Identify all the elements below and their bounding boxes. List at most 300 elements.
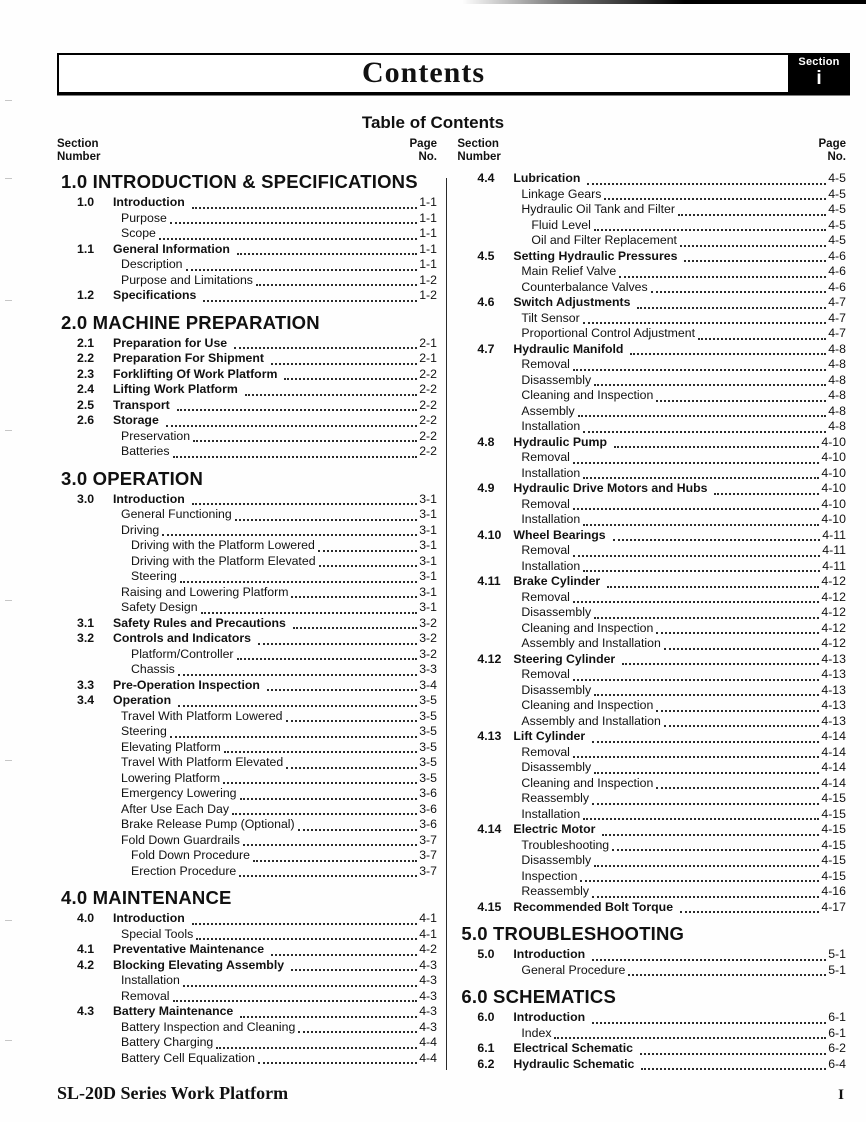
entry-label: Purpose and Limitations — [121, 272, 253, 287]
entry-label: Introduction — [113, 491, 185, 506]
entry-number: 4.15 — [477, 899, 502, 914]
entry-number: 4.10 — [477, 527, 502, 542]
entry-page-number: 4-8 — [828, 372, 846, 387]
toc-right-column — [457, 138, 846, 1072]
entry-page-number: 4-2 — [419, 942, 437, 956]
entry-label: Counterbalance Valves — [521, 279, 648, 294]
dot-leader — [192, 503, 418, 505]
dot-leader — [680, 245, 826, 247]
entry-page-number: 4-4 — [419, 1035, 437, 1049]
entry-label: Scope — [121, 226, 156, 240]
dot-leader — [680, 911, 819, 913]
toc-entry — [57, 989, 437, 1005]
dot-leader — [298, 1031, 417, 1033]
dot-leader — [177, 409, 418, 411]
dot-leader — [178, 674, 417, 676]
dot-leader — [594, 384, 826, 386]
entry-label: Main Relief Valve — [521, 264, 617, 278]
entry-page-number: 3-1 — [419, 584, 437, 599]
entry-page-number: 4-8 — [828, 357, 846, 371]
dot-leader — [656, 632, 819, 634]
dot-leader — [223, 782, 417, 784]
entry-page-number: 4-15 — [821, 837, 846, 852]
entry-number: 4.3 — [77, 1004, 95, 1018]
toc-entry — [457, 1026, 846, 1042]
entry-label: Safety Rules and Precautions — [113, 615, 286, 630]
scan-edge-mark — [5, 300, 12, 301]
entry-label: Introduction — [113, 911, 185, 925]
entry-page-number: 4-3 — [419, 988, 437, 1003]
entry-label: Steering — [131, 569, 177, 583]
entry-label: Assembly and Installation — [521, 636, 661, 650]
entry-label: Travel With Platform Lowered — [121, 708, 283, 723]
toc-entry — [457, 776, 846, 792]
dot-leader — [583, 431, 826, 433]
entry-label: Cleaning and Inspection — [521, 775, 654, 790]
entry-page-number: 4-6 — [828, 264, 846, 278]
dot-leader — [594, 772, 819, 774]
toc-entry — [57, 802, 437, 818]
entry-page-number: 4-8 — [828, 388, 846, 402]
toc-entry — [57, 942, 437, 958]
entry-page-number: 4-15 — [821, 822, 846, 836]
toc-entry — [457, 807, 846, 823]
section-tab — [788, 53, 850, 94]
section-heading: 4.0 MAINTENANCE — [61, 887, 232, 908]
entry-page-number: 4-4 — [419, 1050, 437, 1065]
dot-leader — [224, 751, 417, 753]
dot-leader — [240, 798, 418, 800]
entry-label: Reassembly — [521, 791, 590, 805]
scan-edge-mark — [5, 600, 12, 601]
dot-leader — [573, 601, 819, 603]
entry-page-number: 1-2 — [419, 288, 437, 302]
entry-label: Pre-Operation Inspection — [113, 677, 260, 692]
dot-leader — [602, 834, 819, 836]
dot-leader — [234, 347, 417, 349]
toc-entry — [57, 771, 437, 787]
entry-label: Erection Procedure — [131, 863, 237, 878]
dot-leader — [183, 985, 417, 987]
entry-label: Driving with the Platform Elevated — [131, 553, 316, 568]
toc-entry — [57, 398, 437, 414]
entry-label: Removal — [521, 667, 570, 681]
dot-leader — [656, 400, 826, 402]
dot-leader — [291, 969, 417, 971]
toc-entry — [57, 740, 437, 756]
toc-entry — [457, 884, 846, 900]
toc-entry — [457, 450, 846, 466]
dot-leader — [166, 425, 417, 427]
dot-leader — [628, 974, 826, 976]
toc-entry — [457, 280, 846, 296]
entry-label: Assembly — [521, 403, 575, 418]
entry-page-number: 4-14 — [821, 729, 846, 743]
entry-label: Electric Motor — [513, 822, 596, 836]
toc-entry — [457, 419, 846, 435]
toc-entry — [57, 336, 437, 352]
entry-number: 4.2 — [77, 957, 95, 972]
dot-leader — [641, 1068, 826, 1070]
entry-label: Purpose — [121, 210, 167, 225]
entry-page-number: 4-13 — [821, 651, 846, 666]
dot-leader — [583, 570, 820, 572]
entry-page-number: 3-6 — [419, 786, 437, 800]
entry-number: 4.11 — [477, 574, 501, 588]
toc-entry — [57, 554, 437, 570]
dot-leader — [592, 1022, 826, 1024]
entry-label: Battery Maintenance — [113, 1004, 234, 1018]
dot-leader — [714, 493, 819, 495]
entry-page-number: 2-1 — [419, 351, 437, 365]
toc-entry — [457, 1057, 846, 1073]
entry-page-number: 2-2 — [419, 382, 437, 396]
entry-label: General Functioning — [121, 507, 232, 521]
dot-leader — [630, 353, 826, 355]
toc-entry — [457, 466, 846, 482]
dot-leader — [622, 663, 819, 665]
dot-leader — [232, 813, 417, 815]
entry-number: 4.7 — [477, 341, 495, 356]
toc-entry — [457, 745, 846, 761]
toc-entry — [457, 791, 846, 807]
dot-leader — [170, 736, 417, 738]
entry-page-number: 3-5 — [419, 724, 437, 738]
toc-entry — [57, 958, 437, 974]
toc-entry — [57, 662, 437, 678]
dot-leader — [258, 1062, 417, 1064]
toc-entry — [457, 853, 846, 869]
entry-page-number: 4-14 — [821, 744, 846, 759]
dot-leader — [159, 238, 417, 240]
entry-number: 5.0 — [477, 947, 495, 961]
entry-label: General Information — [113, 241, 230, 256]
entry-label: Installation — [521, 558, 581, 573]
entry-number: 2.6 — [77, 413, 95, 427]
entry-label: Removal — [521, 357, 570, 371]
page-footer — [57, 1083, 844, 1104]
dot-leader — [319, 565, 418, 567]
entry-number: 1.1 — [77, 241, 95, 256]
entry-label: Platform/Controller — [131, 646, 234, 661]
entry-page-number: 4-11 — [822, 527, 846, 542]
entry-page-number: 3-7 — [419, 863, 437, 878]
dot-leader — [173, 456, 418, 458]
toc-entry — [57, 911, 437, 927]
entry-number: 4.9 — [477, 481, 495, 495]
dot-leader — [271, 954, 417, 956]
entry-page-number: 2-2 — [419, 428, 437, 443]
dot-leader — [573, 462, 819, 464]
dot-leader — [216, 1047, 417, 1049]
entry-label: Batteries — [121, 444, 170, 458]
entry-label: Fold Down Guardrails — [121, 832, 240, 847]
entry-number: 4.1 — [77, 942, 95, 956]
dot-leader — [656, 710, 819, 712]
entry-page-number: 4-11 — [822, 558, 846, 573]
dot-leader — [573, 369, 826, 371]
entry-page-number: 1-1 — [419, 210, 437, 225]
entry-page-number: 3-5 — [419, 739, 437, 754]
entry-number: 4.14 — [477, 822, 502, 836]
toc-entry — [57, 693, 437, 709]
scan-edge-mark — [5, 1040, 12, 1041]
entry-label: General Procedure — [521, 962, 626, 977]
entry-page-number: 2-2 — [419, 397, 437, 412]
toc-entry — [57, 755, 437, 771]
entry-page-number: 4-3 — [419, 973, 437, 987]
entry-page-number: 3-1 — [419, 507, 437, 521]
entry-label: Driving — [121, 522, 160, 537]
entry-label: Specifications — [113, 288, 197, 302]
dot-leader — [592, 959, 826, 961]
entry-number: 3.2 — [77, 631, 95, 645]
footer-model-name: SL-20D Series Work Platform — [57, 1083, 289, 1103]
entry-page-number: 4-5 — [828, 171, 846, 185]
entry-page-number: 4-10 — [821, 512, 846, 526]
section-heading: 2.0 MACHINE PREPARATION — [61, 311, 320, 333]
entry-label: Battery Charging — [121, 1035, 214, 1049]
entry-page-number: 4-17 — [821, 899, 846, 914]
entry-number: 6.2 — [477, 1056, 495, 1071]
section-heading: 5.0 TROUBLESHOOTING — [461, 923, 685, 944]
entry-page-number: 6-4 — [828, 1056, 846, 1071]
entry-label: Wheel Bearings — [513, 527, 606, 542]
entry-label: Introduction — [113, 195, 185, 209]
entry-page-number: 3-2 — [419, 646, 437, 661]
entry-number: 4.6 — [477, 295, 495, 309]
dot-leader — [664, 648, 820, 650]
entry-number: 4.4 — [477, 171, 495, 185]
toc-entry — [457, 714, 846, 730]
toc-entry — [57, 382, 437, 398]
dot-leader — [573, 756, 819, 758]
dot-leader — [235, 519, 417, 521]
entry-number: 1.2 — [77, 288, 95, 302]
entry-page-number: 1-1 — [419, 226, 437, 240]
entry-label: Disassembly — [521, 760, 592, 774]
entry-label: Removal — [121, 988, 170, 1003]
toc-entry — [57, 507, 437, 523]
entry-label: Hydraulic Drive Motors and Hubs — [513, 481, 708, 495]
entry-label: Preparation For Shipment — [113, 351, 264, 365]
entry-page-number: 4-10 — [821, 481, 846, 495]
toc-left-column — [57, 138, 437, 1072]
entry-page-number: 6-1 — [828, 1025, 846, 1040]
dot-leader — [286, 720, 418, 722]
entry-page-number: 5-1 — [828, 962, 846, 977]
entry-label: Lubrication — [513, 171, 581, 185]
section-tab-label: Section — [798, 56, 840, 68]
entry-page-number: 2-2 — [419, 444, 437, 458]
entry-page-number: 3-3 — [419, 662, 437, 676]
toc-entry — [57, 1004, 437, 1020]
dot-leader — [656, 787, 819, 789]
entry-page-number: 3-7 — [419, 848, 437, 862]
entry-label: Introduction — [513, 1010, 586, 1024]
dot-leader — [684, 260, 826, 262]
entry-number: 2.3 — [77, 366, 95, 381]
toc-entry — [457, 822, 846, 838]
entry-page-number: 2-1 — [419, 335, 437, 350]
dot-leader — [240, 1016, 417, 1018]
entry-label: Reassembly — [521, 884, 590, 898]
entry-page-number: 4-10 — [821, 496, 846, 511]
toc-entry — [57, 413, 437, 429]
entry-number: 6.1 — [477, 1041, 495, 1055]
dot-leader — [664, 725, 820, 727]
toc-entry — [57, 600, 437, 616]
entry-label: Raising and Lowering Platform — [121, 584, 289, 599]
entry-label: Installation — [121, 973, 180, 987]
entry-page-number: 5-1 — [828, 947, 846, 961]
toc-entry — [457, 698, 846, 714]
dot-leader — [594, 229, 826, 231]
toc-entry — [57, 786, 437, 802]
dot-leader — [554, 1037, 826, 1039]
toc-entry — [457, 404, 846, 420]
entry-label: Disassembly — [521, 682, 592, 697]
entry-page-number: 2-2 — [419, 366, 437, 381]
entry-label: Installation — [521, 419, 581, 433]
entry-page-number: 4-13 — [821, 682, 846, 697]
entry-label: Cleaning and Inspection — [521, 388, 654, 402]
entry-label: Fluid Level — [531, 217, 591, 232]
entry-number: 3.1 — [77, 615, 95, 630]
toc-entry — [57, 1051, 437, 1067]
dot-leader — [186, 269, 418, 271]
toc-entry — [57, 1035, 437, 1051]
entry-page-number: 1-1 — [419, 241, 437, 256]
dot-leader — [193, 440, 417, 442]
toc-entry — [57, 257, 437, 273]
dot-leader — [291, 596, 417, 598]
toc-entry — [457, 574, 846, 590]
dot-leader — [594, 865, 819, 867]
scan-edge-mark — [5, 430, 12, 431]
section-heading: 1.0 INTRODUCTION & SPECIFICATIONS — [61, 171, 418, 192]
toc-entry — [457, 559, 846, 575]
toc-entry — [457, 528, 846, 544]
entry-label: Preservation — [121, 428, 191, 443]
entry-label: Troubleshooting — [521, 837, 610, 852]
entry-page-number: 4-3 — [419, 957, 437, 972]
entry-page-number: 3-5 — [419, 755, 437, 769]
entry-page-number: 4-5 — [828, 186, 846, 201]
dot-leader — [286, 767, 417, 769]
entry-page-number: 4-7 — [828, 295, 846, 309]
entry-label: Lifting Work Platform — [113, 382, 238, 396]
toc-entry — [57, 211, 437, 227]
entry-page-number: 4-8 — [828, 419, 846, 433]
entry-number: 2.1 — [77, 335, 95, 350]
entry-page-number: 3-1 — [419, 600, 437, 614]
toc-entry — [57, 444, 437, 460]
contents-header-box — [57, 53, 850, 94]
entry-page-number: 3-5 — [419, 770, 437, 785]
dot-leader — [192, 923, 418, 925]
entry-label: Installation — [521, 512, 581, 526]
entry-page-number: 4-12 — [821, 589, 846, 604]
left-column-headers — [57, 138, 437, 164]
toc-entry — [57, 288, 437, 304]
entry-page-number: 4-1 — [419, 911, 437, 925]
dot-leader — [594, 694, 819, 696]
entry-label: Hydraulic Schematic — [513, 1056, 635, 1071]
toc-entry — [457, 435, 846, 451]
toc-entry — [457, 497, 846, 513]
entry-label: Electrical Schematic — [513, 1041, 634, 1055]
toc-entry — [457, 760, 846, 776]
entry-page-number: 4-15 — [821, 868, 846, 883]
entry-page-number: 4-12 — [821, 605, 846, 619]
dot-leader — [243, 844, 417, 846]
entry-label: Installation — [521, 465, 581, 480]
toc-entry — [57, 273, 437, 289]
entry-number: 4.5 — [477, 248, 495, 263]
entry-page-number: 4-12 — [821, 620, 846, 635]
entry-number: 1.0 — [77, 195, 95, 209]
entry-page-number: 4-16 — [821, 884, 846, 898]
dot-leader — [298, 829, 418, 831]
dot-leader — [173, 1000, 418, 1002]
toc-entry — [457, 512, 846, 528]
entry-label: Operation — [113, 693, 172, 707]
dot-leader — [640, 1053, 826, 1055]
toc-entry — [57, 226, 437, 242]
entry-label: Hydraulic Pump — [513, 434, 608, 449]
entry-label: Controls and Indicators — [113, 631, 252, 645]
toc-entry — [57, 833, 437, 849]
entry-label: Cleaning and Inspection — [521, 698, 654, 712]
entry-page-number: 4-6 — [828, 248, 846, 263]
entry-page-number: 3-6 — [419, 817, 437, 831]
toc-entry — [457, 605, 846, 621]
dot-leader — [271, 363, 417, 365]
toc-entry — [57, 569, 437, 585]
scan-artifact-top-line — [462, 0, 866, 4]
toc-entry — [457, 838, 846, 854]
scan-edge-mark — [5, 100, 12, 101]
entry-label: Removal — [521, 450, 570, 464]
dot-leader — [180, 581, 417, 583]
entry-label: Battery Cell Equalization — [121, 1050, 255, 1065]
entry-label: Blocking Elevating Assembly — [113, 957, 285, 972]
dot-leader — [583, 477, 819, 479]
entry-page-number: 4-15 — [821, 853, 846, 867]
entry-label: Index — [521, 1025, 552, 1040]
dot-leader — [592, 741, 819, 743]
toc-entry — [457, 900, 846, 916]
dot-leader — [573, 679, 819, 681]
entry-label: Cleaning and Inspection — [521, 620, 654, 635]
entry-page-number: 4-12 — [821, 574, 846, 588]
dot-leader — [619, 276, 826, 278]
dot-leader — [318, 550, 417, 552]
entry-page-number: 4-5 — [828, 233, 846, 247]
toc-entry — [457, 963, 846, 979]
entry-label: Lift Cylinder — [513, 729, 586, 743]
toc-entry — [457, 202, 846, 218]
toc-entry — [57, 616, 437, 632]
toc-entry — [457, 652, 846, 668]
dot-leader — [201, 612, 418, 614]
dot-leader — [613, 539, 821, 541]
toc-entry — [457, 249, 846, 265]
dot-leader — [607, 586, 819, 588]
toc-entry — [457, 295, 846, 311]
dot-leader — [594, 617, 819, 619]
